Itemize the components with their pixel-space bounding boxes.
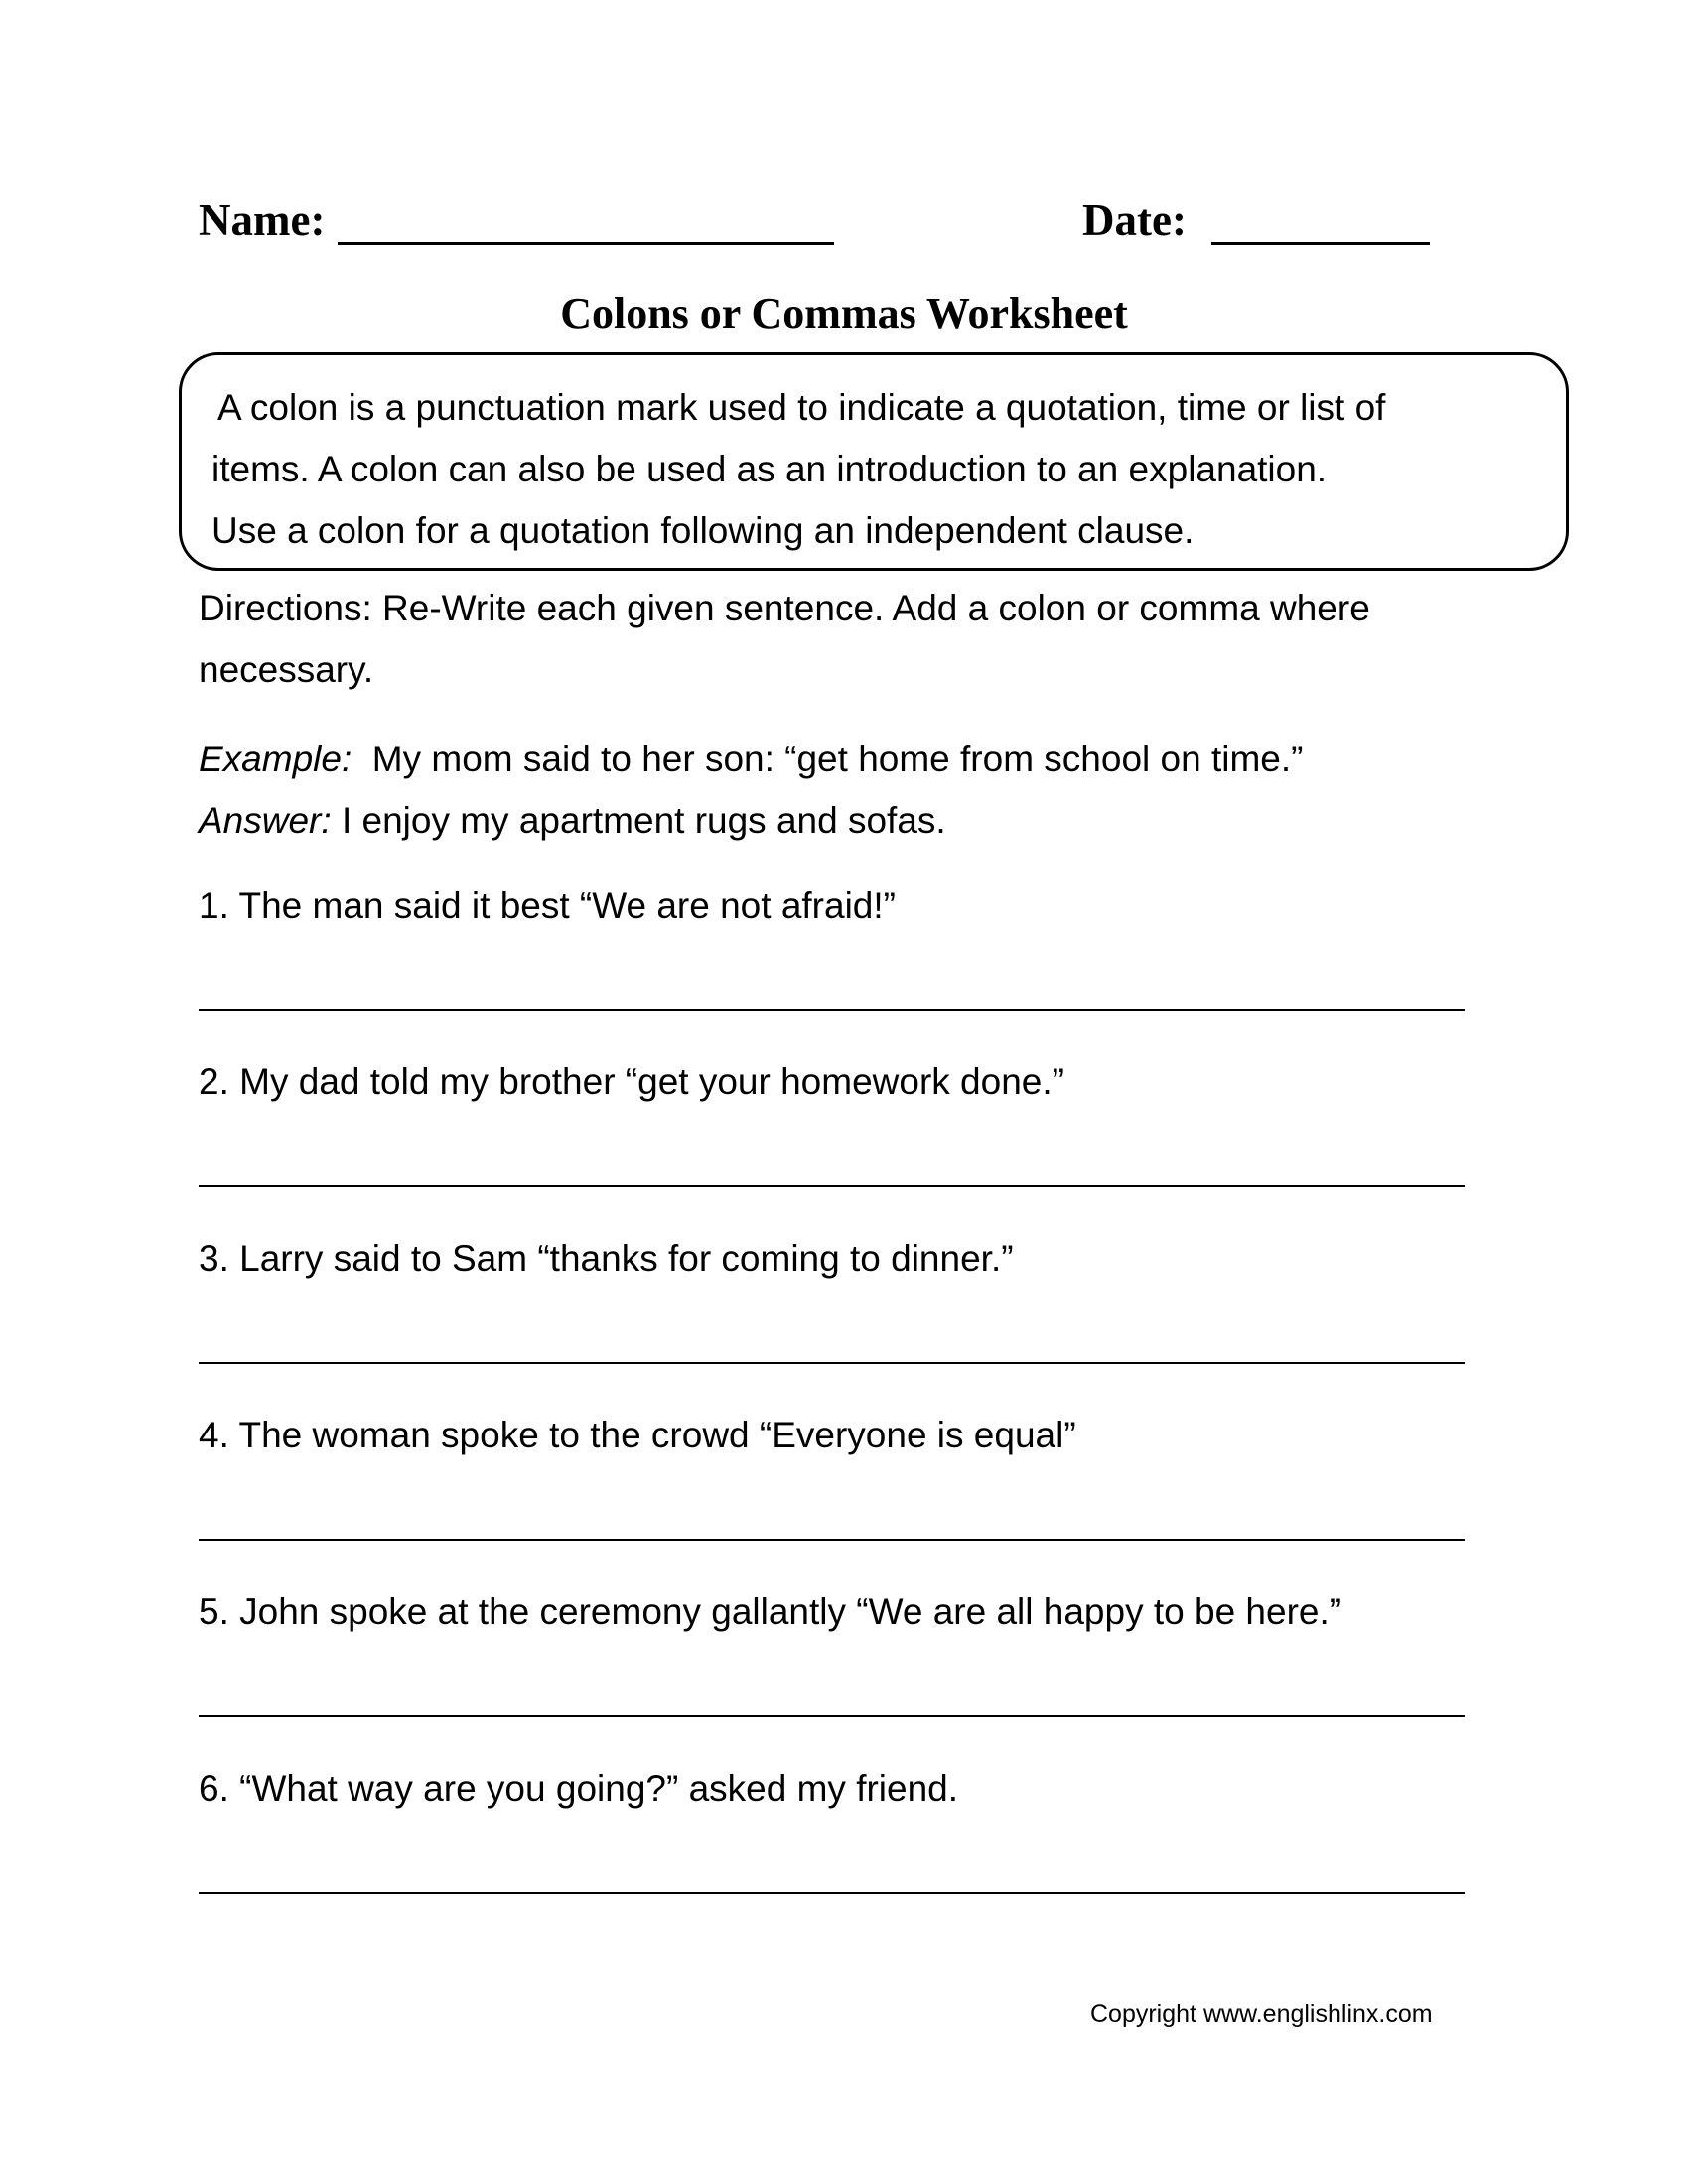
answer-line-4[interactable]	[199, 1539, 1465, 1541]
worksheet-header	[199, 195, 1450, 254]
example-label: Example:	[199, 739, 352, 779]
date-field-line[interactable]	[1211, 242, 1430, 245]
answer-line-1[interactable]	[199, 1009, 1465, 1011]
example-text: My mom said to her son: “get home from school on time.”	[371, 739, 1304, 779]
rule-line: A colon is a punctuation mark used to indicate a quotation, time or list of	[217, 387, 1386, 428]
rule-line: items. A colon can also be used as an introduction to an explanation.	[211, 449, 1328, 489]
answer-text: I enjoy my apartment rugs and sofas.	[341, 800, 946, 841]
name-field-line[interactable]	[338, 242, 834, 245]
question-3: 3. Larry said to Sam “thanks for coming to dinner.”	[199, 1238, 1014, 1279]
directions-text: Directions: Re-Write each given sentence. Add a colon or comma where necessary.	[199, 588, 1370, 690]
question-2: 2. My dad told my brother “get your homework done.”	[199, 1061, 1064, 1102]
question-4: 4. The woman spoke to the crowd “Everyone is equal”	[199, 1415, 1076, 1455]
rule-line: Use a colon for a quotation following an independent clause.	[211, 510, 1195, 551]
question-1: 1. The man said it best “We are not afraid!”	[199, 886, 896, 926]
answer-line-3[interactable]	[199, 1362, 1465, 1364]
example-line	[199, 729, 1509, 790]
name-label: Name:	[199, 196, 326, 245]
example-block	[199, 729, 1509, 852]
copyright-text: Copyright www.englishlinx.com	[1090, 2000, 1433, 2028]
date-label: Date:	[1082, 196, 1187, 245]
answer-line-example	[199, 790, 1509, 852]
rule-explanation-box	[179, 352, 1569, 571]
answer-line-5[interactable]	[199, 1715, 1465, 1717]
worksheet-title: Colons or Commas Worksheet	[560, 289, 1128, 338]
answer-line-2[interactable]	[199, 1185, 1465, 1187]
question-6: 6. “What way are you going?” asked my friend.	[199, 1768, 959, 1809]
question-5: 5. John spoke at the ceremony gallantly “We are all happy to be here.”	[199, 1591, 1342, 1632]
answer-line-6[interactable]	[199, 1892, 1465, 1894]
answer-label: Answer:	[199, 800, 332, 841]
